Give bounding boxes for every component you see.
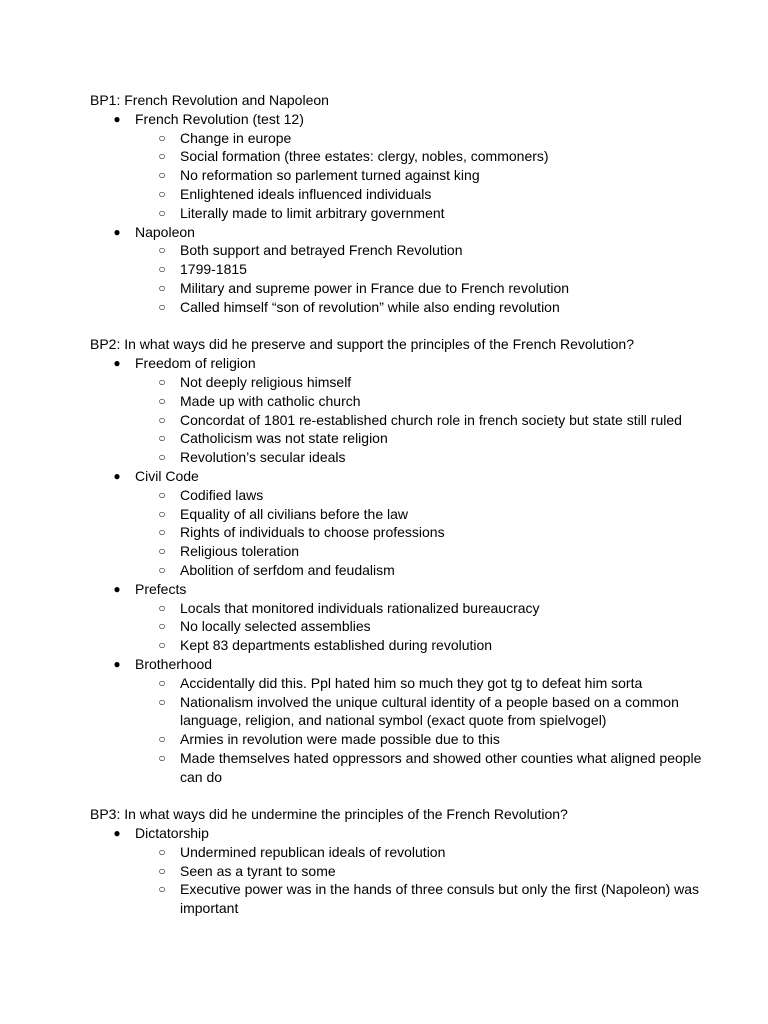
point-item — [135, 617, 708, 636]
topic-label: Freedom of religion — [135, 355, 256, 372]
point-item — [135, 636, 708, 655]
point-list — [135, 486, 708, 580]
point-text: Social formation (three estates: clergy, nobles, commoners) — [180, 148, 549, 165]
point-text: Undermined republican ideals of revolution — [180, 843, 446, 860]
section-heading: BP1: French Revolution and Napoleon — [90, 92, 329, 108]
point-item — [135, 448, 708, 467]
topic-row — [113, 824, 708, 843]
point-text: Concordat of 1801 re-established church role in french society but state still ruled — [180, 411, 682, 428]
hollow-bullet-icon: ○ — [158, 243, 166, 258]
point-item — [135, 505, 708, 524]
point-item — [135, 843, 708, 862]
topic-row — [113, 110, 708, 129]
point-text: No locally selected assemblies — [180, 618, 371, 635]
filled-bullet-icon: ● — [113, 656, 121, 671]
topic-item — [90, 223, 708, 317]
point-text: Abolition of serfdom and feudalism — [180, 561, 395, 578]
point-text: Change in europe — [180, 129, 292, 146]
topic-item — [90, 824, 708, 918]
point-item — [135, 486, 708, 505]
topic-list — [90, 354, 708, 786]
hollow-bullet-icon: ○ — [158, 412, 166, 427]
section — [90, 805, 708, 918]
point-text: Rights of individuals to choose professions — [180, 524, 445, 541]
filled-bullet-icon: ● — [113, 111, 121, 126]
topic-row — [113, 223, 708, 242]
point-item — [135, 185, 708, 204]
point-text: Military and supreme power in France due to French revolution — [180, 279, 570, 296]
hollow-bullet-icon: ○ — [158, 280, 166, 295]
point-text: Called himself “son of revolution” while also ending revolution — [180, 298, 560, 315]
point-text: Catholicism was not state religion — [180, 430, 388, 447]
point-item — [135, 674, 708, 693]
filled-bullet-icon: ● — [113, 826, 121, 841]
point-item — [135, 129, 708, 148]
topic-item — [90, 655, 708, 787]
hollow-bullet-icon: ○ — [158, 186, 166, 201]
point-item — [135, 880, 708, 918]
point-list — [135, 373, 708, 467]
point-item — [135, 599, 708, 618]
point-text: Locals that monitored individuals rationalized bureaucracy — [180, 599, 540, 616]
point-item — [135, 749, 708, 787]
hollow-bullet-icon: ○ — [158, 374, 166, 389]
hollow-bullet-icon: ○ — [158, 844, 166, 859]
point-item — [135, 523, 708, 542]
point-text: Made themselves hated oppressors and showed other counties what aligned people can do — [180, 749, 702, 785]
point-item — [135, 279, 708, 298]
point-text: Kept 83 departments established during revolution — [180, 637, 493, 654]
point-item — [135, 730, 708, 749]
point-list — [135, 599, 708, 655]
filled-bullet-icon: ● — [113, 224, 121, 239]
topic-list — [90, 824, 708, 918]
topic-row — [113, 354, 708, 373]
point-text: Literally made to limit arbitrary government — [180, 204, 445, 221]
topic-list — [90, 110, 708, 317]
hollow-bullet-icon: ○ — [158, 619, 166, 634]
section — [90, 91, 708, 317]
point-item — [135, 392, 708, 411]
point-item — [135, 373, 708, 392]
hollow-bullet-icon: ○ — [158, 750, 166, 765]
hollow-bullet-icon: ○ — [158, 506, 166, 521]
topic-row — [113, 467, 708, 486]
section-heading: BP3: In what ways did he undermine the principles of the French Revolution? — [90, 806, 568, 823]
point-text: No reformation so parlement turned against king — [180, 167, 480, 184]
point-text: Codified laws — [180, 486, 264, 503]
point-text: Revolution’s secular ideals — [180, 449, 346, 466]
point-item — [135, 542, 708, 561]
topic-item — [90, 467, 708, 580]
hollow-bullet-icon: ○ — [158, 168, 166, 183]
point-item — [135, 147, 708, 166]
topic-label: Dictatorship — [135, 825, 209, 842]
point-text: Equality of all civilians before the law — [180, 505, 409, 522]
hollow-bullet-icon: ○ — [158, 882, 166, 897]
document-body — [90, 91, 708, 918]
point-text: Armies in revolution were made possible due to this — [180, 731, 500, 748]
filled-bullet-icon: ● — [113, 468, 121, 483]
point-text: Made up with catholic church — [180, 392, 361, 409]
point-item — [135, 298, 708, 317]
hollow-bullet-icon: ○ — [158, 130, 166, 145]
point-item — [135, 693, 708, 731]
hollow-bullet-icon: ○ — [158, 638, 166, 653]
topic-label: Civil Code — [135, 467, 199, 484]
hollow-bullet-icon: ○ — [158, 393, 166, 408]
section — [90, 335, 708, 786]
hollow-bullet-icon: ○ — [158, 205, 166, 220]
hollow-bullet-icon: ○ — [158, 431, 166, 446]
point-list — [135, 843, 708, 918]
hollow-bullet-icon: ○ — [158, 562, 166, 577]
topic-item — [90, 110, 708, 223]
topic-label: Napoleon — [135, 223, 195, 240]
point-list — [135, 674, 708, 787]
hollow-bullet-icon: ○ — [158, 525, 166, 540]
topic-label: Prefects — [135, 580, 187, 597]
point-item — [135, 204, 708, 223]
topic-label: French Revolution (test 12) — [135, 110, 304, 127]
point-text: Executive power was in the hands of three consuls but only the first (Napoleon) was important — [180, 881, 700, 917]
point-item — [135, 561, 708, 580]
topic-row — [113, 655, 708, 674]
filled-bullet-icon: ● — [113, 581, 121, 596]
point-list — [135, 129, 708, 223]
hollow-bullet-icon: ○ — [158, 149, 166, 164]
hollow-bullet-icon: ○ — [158, 544, 166, 559]
point-text: Nationalism involved the unique cultural identity of a people based on a common language, religion, and national symbol (exact quote from spielvogel) — [180, 693, 679, 729]
hollow-bullet-icon: ○ — [158, 863, 166, 878]
point-item — [135, 411, 708, 430]
point-text: Accidentally did this. Ppl hated him so much they got tg to defeat him sorta — [180, 674, 643, 691]
point-item — [135, 166, 708, 185]
hollow-bullet-icon: ○ — [158, 732, 166, 747]
point-item — [135, 862, 708, 881]
point-text: Both support and betrayed French Revolution — [180, 242, 463, 259]
topic-item — [90, 354, 708, 467]
point-item — [135, 429, 708, 448]
hollow-bullet-icon: ○ — [158, 694, 166, 709]
section-heading: BP2: In what ways did he preserve and support the principles of the French Revolution? — [90, 336, 634, 353]
point-text: Seen as a tyrant to some — [180, 862, 336, 879]
hollow-bullet-icon: ○ — [158, 450, 166, 465]
hollow-bullet-icon: ○ — [158, 262, 166, 277]
hollow-bullet-icon: ○ — [158, 675, 166, 690]
filled-bullet-icon: ● — [113, 356, 121, 371]
hollow-bullet-icon: ○ — [158, 487, 166, 502]
hollow-bullet-icon: ○ — [158, 299, 166, 314]
point-text: Enlightened ideals influenced individuals — [180, 185, 432, 202]
topic-label: Brotherhood — [135, 655, 213, 672]
point-item — [135, 241, 708, 260]
topic-item — [90, 580, 708, 655]
point-text: Religious toleration — [180, 543, 300, 560]
point-text: Not deeply religious himself — [180, 373, 352, 390]
topic-row — [113, 580, 708, 599]
hollow-bullet-icon: ○ — [158, 600, 166, 615]
point-item — [135, 260, 708, 279]
point-list — [135, 241, 708, 316]
point-text: 1799-1815 — [180, 261, 247, 278]
